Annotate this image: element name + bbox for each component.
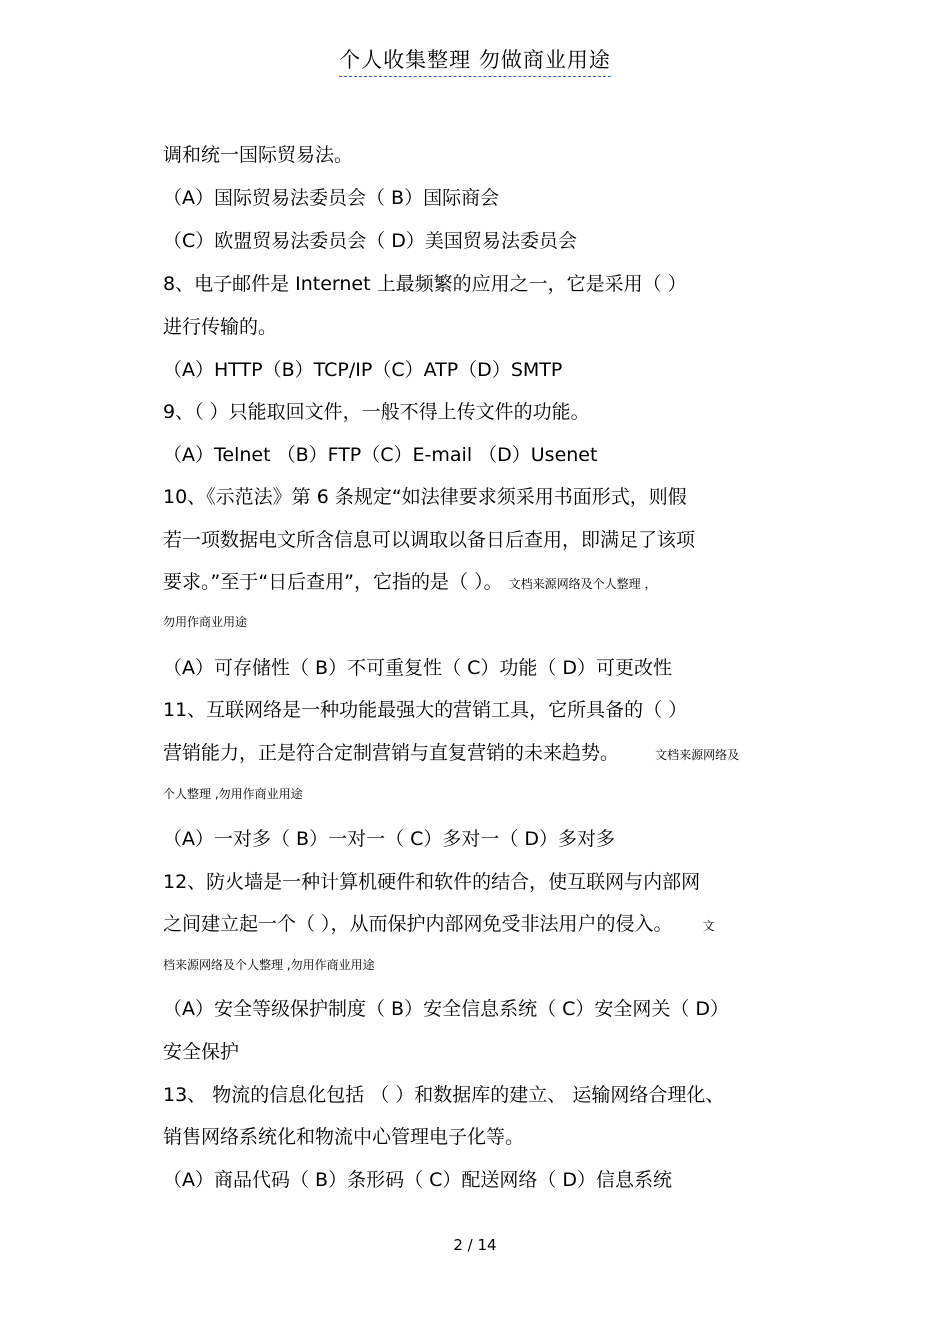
source-note: 勿用作商业用途 — [163, 615, 248, 629]
text-line: 进行传输的。 — [163, 316, 278, 338]
text-line: 安全保护 — [163, 1041, 240, 1063]
question-13: 13、 物流的信息化包括 （ ）和数据库的建立、 运输网络合理化、 — [163, 1084, 725, 1106]
source-note: 文档来源网络及 — [655, 748, 740, 762]
text-segment: 要求。”至于“日后查用”，它指的是（ ）。 — [163, 571, 503, 593]
question-10: 10、《示范法》第 6 条规定“如法律要求须采用书面形式，则假 — [163, 486, 687, 508]
page-number: 2 / 14 — [453, 1236, 497, 1254]
source-note: 文档来源网络及个人整理 ， — [508, 577, 657, 591]
text-line: 销售网络系统化和物流中心管理电子化等。 — [163, 1126, 525, 1148]
text-line — [163, 740, 739, 768]
question-8: 8、电子邮件是 Internet 上最频繁的应用之一，它是采用（ ） — [163, 273, 687, 295]
option-line: （A）HTTP（B）TCP/IP（C）ATP（D）SMTP — [163, 359, 563, 381]
page-header — [0, 44, 950, 77]
text-line — [163, 569, 656, 597]
source-note: 档来源网络及个人整理 ,勿用作商业用途 — [163, 958, 375, 972]
question-11: 11、互联网络是一种功能最强大的营销工具，它所具备的（ ） — [163, 699, 688, 721]
header-title: 个人收集整理 勿做商业用途 — [339, 44, 611, 77]
source-note: 个人整理 ,勿用作商业用途 — [163, 787, 303, 801]
question-9: 9、（ ）只能取回文件，一般不得上传文件的功能。 — [163, 401, 590, 423]
text-segment: 之间建立起一个（ ），从而保护内部网免受非法用户的侵入。 — [163, 913, 673, 935]
option-line: （A）安全等级保护制度（ B）安全信息系统（ C）安全网关（ D） — [163, 998, 730, 1020]
text-segment: 营销能力，正是符合定制营销与直复营销的未来趋势。 — [163, 742, 620, 764]
text-line: 调和统一国际贸易法。 — [163, 144, 354, 166]
option-line: （A）一对多（ B）一对一（ C）多对一（ D）多对多 — [163, 828, 616, 850]
text-line: 若一项数据电文所含信息可以调取以备日后查用，即满足了该项 — [163, 529, 696, 551]
text-line — [163, 911, 715, 939]
source-note: 文 — [702, 919, 715, 933]
question-12: 12、防火墙是一种计算机硬件和软件的结合，使互联网与内部网 — [163, 871, 701, 893]
option-line: （C）欧盟贸易法委员会（ D）美国贸易法委员会 — [163, 230, 577, 252]
option-line: （A）国际贸易法委员会（ B）国际商会 — [163, 187, 500, 209]
option-line: （A）商品代码（ B）条形码（ C）配送网络（ D）信息系统 — [163, 1169, 673, 1191]
option-line: （A）Telnet （B）FTP（C）E-mail （D）Usenet — [163, 444, 598, 466]
option-line: （A）可存储性（ B）不可重复性（ C）功能（ D）可更改性 — [163, 657, 673, 679]
